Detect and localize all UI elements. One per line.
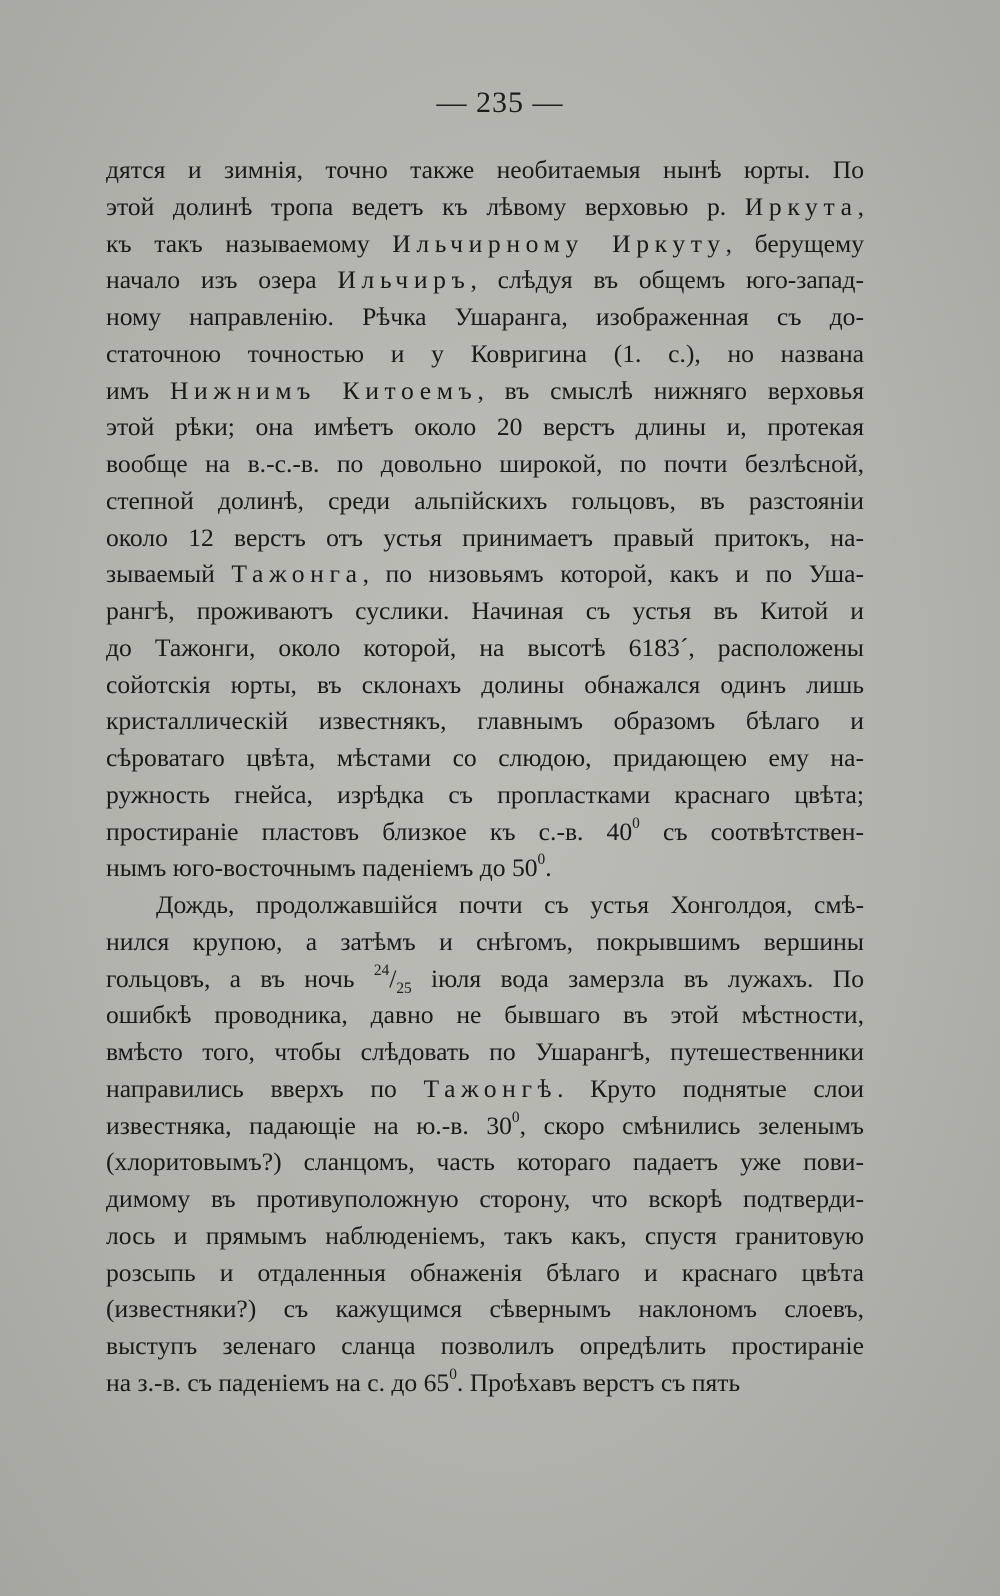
text-segment: рангѣ, проживаютъ суслики. Начиная съ устья въ Китой и (106, 596, 864, 625)
body-text (106, 152, 864, 1402)
text-line (106, 1255, 864, 1292)
text-segment: вмѣсто того, чтобы слѣдовать по Ушарангѣ, путешественники (106, 1037, 864, 1066)
text-segment: , скоро смѣнились зеленымъ (519, 1110, 865, 1140)
text-line (106, 961, 864, 998)
text-line (106, 1328, 864, 1365)
spaced-name: Ильчиръ (337, 265, 471, 295)
text-line (106, 703, 864, 740)
spaced-name: Нижнимъ Китоемъ (169, 375, 478, 405)
superscript: 24 (373, 961, 390, 979)
text-segment: (известняки?) съ кажущимся сѣвернымъ наклономъ слоевъ, (106, 1294, 864, 1324)
text-segment: кристаллическій известнякъ, главнымъ образомъ бѣлаго и (106, 706, 864, 736)
text-line (106, 740, 864, 777)
text-line (106, 1034, 864, 1071)
text-segment: . (545, 853, 552, 883)
text-segment: статочною точностью и у Ковригина (1. с.), но названа (106, 338, 864, 368)
text-segment: розсыпь и отдаленныя обнаженія бѣлаго и краснаго цвѣта (106, 1257, 864, 1287)
text-segment: нился крупою, а затѣмъ и снѣгомъ, покрывшимъ вершины (106, 926, 864, 956)
text-segment: нымъ юго-восточнымъ паденіемъ до 50 (106, 853, 538, 883)
text-segment: . Проѣхавъ верстъ съ пять (456, 1367, 741, 1397)
text-line (106, 152, 864, 189)
text-segment: (хлоритовымъ?) сланцомъ, часть котораго падаетъ уже пови- (106, 1147, 864, 1177)
text-line (106, 1291, 864, 1328)
text-line (106, 336, 864, 373)
superscript: 0 (537, 851, 546, 869)
text-line (106, 1181, 864, 1218)
text-segment: , (857, 191, 864, 221)
text-segment: дятся и зимнія, точно также необитаемыя нынѣ юрты. По (106, 155, 864, 184)
text-segment: къ такъ называемому (106, 228, 393, 258)
text-segment: зываемый (106, 559, 232, 589)
text-line (106, 593, 864, 630)
text-segment: вообще на в.-с.-в. по довольно широкой, по почти безлѣсной, (106, 449, 864, 478)
spaced-name: Тажонга (231, 559, 363, 589)
text-segment: / (389, 963, 397, 993)
text-line (106, 1218, 864, 1255)
text-line (106, 997, 864, 1034)
text-segment: ному направленію. Рѣчка Ушаранга, изображенная съ до- (106, 302, 864, 331)
text-segment: около 12 верстъ отъ устья принимаетъ правый притокъ, на- (106, 522, 864, 552)
superscript: 0 (449, 1365, 457, 1383)
text-segment: , въ смыслѣ нижняго верховья (477, 375, 864, 405)
text-line (106, 446, 864, 483)
text-segment: , берущему (725, 228, 864, 258)
text-segment: лось и прямымъ наблюденіемъ, такъ какъ, спустя гранитовую (106, 1220, 864, 1250)
text-segment: направились вверхъ по (106, 1073, 424, 1103)
text-line (106, 299, 864, 336)
text-segment: ружность гнейса, изрѣдка съ пропластками краснаго цвѣта; (106, 779, 864, 809)
text-segment: , по низовьямъ которой, какъ и по Уша- (362, 559, 864, 589)
text-segment: Дождь, продолжавшійся почти съ устья Хонголдоя, смѣ- (156, 890, 864, 919)
text-segment: димому въ противуположную сторону, что вскорѣ подтверди- (106, 1184, 864, 1213)
text-line (106, 1071, 864, 1108)
text-line (106, 887, 864, 924)
text-segment: іюля вода замерзла въ лужахъ. По (411, 963, 864, 993)
spaced-name: Тажонгѣ (423, 1073, 558, 1103)
text-segment: гольцовъ, а въ ночь (106, 963, 374, 993)
text-segment: . Круто поднятые слои (557, 1073, 864, 1103)
spaced-name: Ильчирному Иркуту (392, 228, 726, 258)
subscript: 25 (396, 979, 412, 997)
text-segment: имъ (106, 375, 170, 405)
superscript: 0 (632, 814, 640, 832)
text-line (106, 556, 864, 593)
text-line (106, 1144, 864, 1181)
text-segment: начало изъ озера (106, 265, 338, 295)
text-segment: этой рѣки; она имѣетъ около 20 верстъ длины и, протекая (106, 412, 864, 442)
text-line (106, 189, 864, 226)
text-segment: степной долинѣ, среди альпійскихъ гольцовъ, въ разстояніи (106, 485, 864, 515)
text-segment: съ соотвѣтствен- (639, 816, 864, 846)
text-line (106, 814, 864, 851)
text-segment: сѣроватаго цвѣта, мѣстами со слюдою, придающею ему на- (106, 743, 864, 772)
text-line (106, 409, 864, 446)
text-line (106, 850, 864, 887)
text-segment: до Тажонги, около которой, на высотѣ 6183´, расположены (106, 632, 864, 662)
text-line (106, 520, 864, 557)
text-segment: сойотскія юрты, въ склонахъ долины обнажался одинъ лишь (106, 669, 864, 699)
text-line (106, 1365, 864, 1402)
text-line (106, 777, 864, 814)
text-segment: известняка, падающіе на ю.-в. 30 (106, 1110, 512, 1140)
text-segment: выступъ зеленаго сланца позволилъ опредѣлить простираніе (106, 1331, 864, 1360)
text-line (106, 1108, 864, 1145)
text-segment: , слѣдуя въ общемъ юго-запад- (470, 265, 864, 295)
text-segment: простираніе пластовъ близкое къ с.-в. 40 (106, 816, 633, 846)
superscript: 0 (511, 1108, 520, 1126)
text-line (106, 483, 864, 520)
text-segment: этой долинѣ тропа ведетъ къ лѣвому верховью р. (106, 191, 745, 221)
text-line (106, 226, 864, 263)
text-line (106, 924, 864, 961)
text-line (106, 373, 864, 410)
text-segment: на з.-в. съ паденіемъ на с. до 65 (106, 1367, 450, 1397)
text-line (106, 667, 864, 704)
text-line (106, 630, 864, 667)
page-number: — 235 — (436, 86, 564, 119)
spaced-name: Иркута (744, 191, 858, 221)
text-line (106, 262, 864, 299)
text-segment: ошибкѣ проводника, давно не бывшаго въ этой мѣстности, (106, 1000, 864, 1030)
